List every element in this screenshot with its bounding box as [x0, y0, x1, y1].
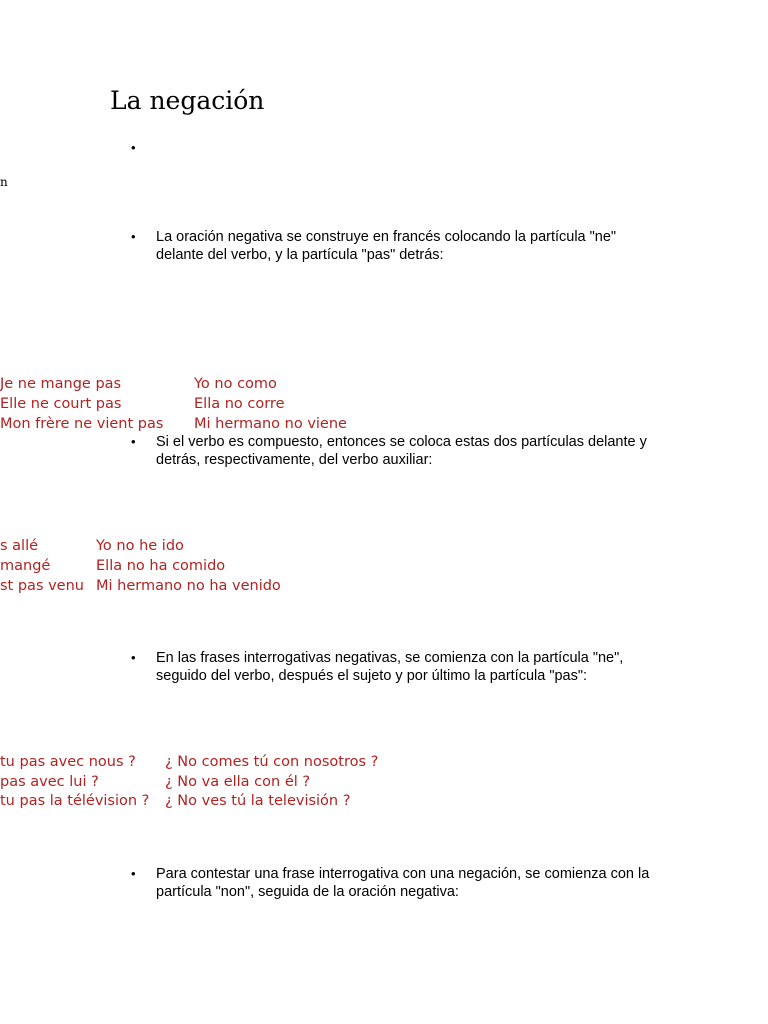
example-fr: mangé — [0, 558, 51, 574]
stray-text: n — [0, 175, 8, 189]
example-fr: Je ne mange pas — [0, 376, 122, 392]
example-fr: s allé — [0, 538, 39, 554]
example-fr: st pas venu — [0, 578, 84, 594]
paragraph-answer-rule: Para contestar una frase interrogativa con una negación, se comienza con la partícula "non", seguida de la oración negativa: — [156, 866, 650, 900]
example-fr: pas avec lui ? — [0, 774, 99, 790]
example-es: Ella no ha comido — [96, 558, 226, 574]
paragraph-negation-rule: La oración negativa se construye en francés colocando la partícula "ne" delante del verbo, y la partícula "pas" detrás: — [156, 229, 617, 263]
bullet-1: • — [131, 229, 136, 244]
empty-bullet: • — [131, 140, 136, 155]
example-es: ¿ No va ella con él ? — [165, 774, 311, 790]
example-fr: Mon frère ne vient pas — [0, 416, 164, 432]
bullet-3: • — [131, 650, 136, 665]
example-es: Yo no como — [194, 376, 277, 392]
page-title: La negación — [110, 86, 265, 115]
bullet-4: • — [131, 866, 136, 881]
paragraph-interrogative-rule: En las frases interrogativas negativas, se comienza con la partícula "ne", seguido del verbo, después el sujeto y por último la partícula "pas": — [156, 650, 624, 684]
bullet-2: • — [131, 434, 136, 449]
example-es: Ella no corre — [194, 396, 285, 412]
example-fr: tu pas avec nous ? — [0, 754, 136, 770]
example-fr: Elle ne court pas — [0, 396, 122, 412]
example-es: ¿ No comes tú con nosotros ? — [165, 754, 379, 770]
paragraph-compound-verb-rule: Si el verbo es compuesto, entonces se coloca estas dos partículas delante y detrás, respectivamente, del verbo auxiliar: — [156, 434, 647, 468]
example-es: Mi hermano no ha venido — [96, 578, 281, 594]
example-es: Mi hermano no viene — [194, 416, 347, 432]
example-es: Yo no he ido — [96, 538, 184, 554]
example-fr: tu pas la télévision ? — [0, 793, 150, 809]
example-es: ¿ No ves tú la televisión ? — [165, 793, 351, 809]
